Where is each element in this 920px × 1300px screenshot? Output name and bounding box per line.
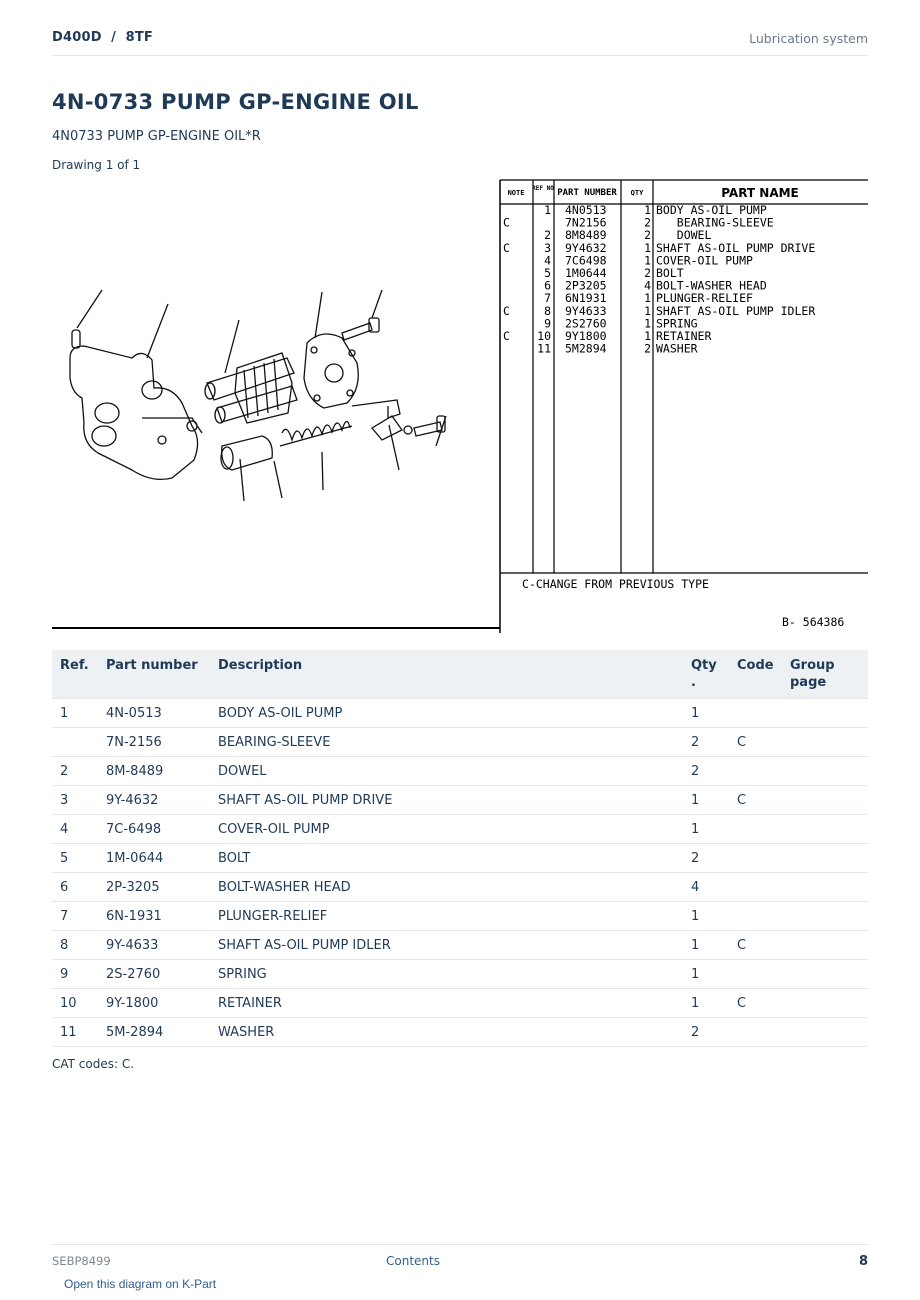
col-qty-label: Qty: [691, 658, 717, 673]
table-row: [52, 728, 868, 757]
qty-cell: 1: [691, 960, 737, 989]
code-cell: [737, 1018, 790, 1047]
description-cell: RETAINER: [218, 989, 691, 1018]
legend-part-name: PLUNGER-RELIEF: [656, 291, 753, 306]
ref-cell: 9: [52, 960, 106, 989]
qty-cell: 1: [691, 786, 737, 815]
ref-cell: 4: [52, 815, 106, 844]
description-cell: BODY AS-OIL PUMP: [218, 699, 691, 728]
legend-part-number: 1M0644: [565, 266, 607, 280]
section-name: Lubrication system: [749, 31, 868, 46]
part-number-cell: 7C-6498: [106, 815, 218, 844]
legend-qty: 4: [644, 278, 651, 293]
code-cell: C: [737, 931, 790, 960]
ref-cell: 8: [52, 931, 106, 960]
group-page-cell: [790, 757, 868, 786]
description-cell: PLUNGER-RELIEF: [218, 902, 691, 931]
description-cell: SHAFT AS-OIL PUMP IDLER: [218, 931, 691, 960]
legend-ref: 6: [544, 278, 551, 293]
ref-cell: 2: [52, 757, 106, 786]
page-number: 8: [858, 1254, 868, 1269]
model-breadcrumb: D400D / 8TF: [52, 30, 153, 45]
legend-note: C: [503, 329, 510, 343]
code-cell: [737, 960, 790, 989]
table-row: [52, 989, 868, 1018]
page-header: [52, 28, 868, 56]
table-row: [52, 1018, 868, 1047]
ref-cell: 10: [52, 989, 106, 1018]
legend-drawing-number: B- 564386: [782, 615, 845, 629]
qty-cell: 2: [691, 844, 737, 873]
table-row: [52, 960, 868, 989]
table-row: [52, 786, 868, 815]
table-row: [52, 757, 868, 786]
group-page-cell: [790, 873, 868, 902]
legend-part-name: SPRING: [656, 316, 698, 331]
legend-part-name: RETAINER: [656, 329, 712, 343]
group-page-cell: [790, 931, 868, 960]
legend-qty: 1: [644, 203, 651, 217]
legend-part-number: 6N1931: [565, 291, 607, 306]
legend-qty: 1: [644, 240, 651, 255]
legend-part-name: BOLT-WASHER HEAD: [656, 278, 767, 293]
part-number-cell: 4N-0513: [106, 699, 218, 728]
part-number-cell: 2S-2760: [106, 960, 218, 989]
legend-ref: 2: [544, 228, 551, 243]
legend-qty: 1: [644, 291, 651, 306]
ref-cell: 7: [52, 902, 106, 931]
legend-part-name: COVER-OIL PUMP: [656, 253, 753, 268]
group-page-cell: [790, 815, 868, 844]
legend-header-ref: REF NO: [532, 185, 554, 192]
legend-part-name: WASHER: [656, 341, 698, 356]
table-row: [52, 902, 868, 931]
page-footer: [52, 1244, 868, 1274]
qty-cell: 1: [691, 815, 737, 844]
description-cell: BOLT: [218, 844, 691, 873]
qty-cell: 2: [691, 728, 737, 757]
code-cell: [737, 699, 790, 728]
description-cell: BOLT-WASHER HEAD: [218, 873, 691, 902]
col-qty-dot: .: [691, 675, 696, 690]
table-row: [52, 844, 868, 873]
legend-part-number: 9Y4633: [565, 303, 607, 318]
part-number-cell: 7N-2156: [106, 728, 218, 757]
code-cell: C: [737, 728, 790, 757]
legend-part-name: SHAFT AS-OIL PUMP IDLER: [656, 303, 816, 318]
group-page-cell: [790, 844, 868, 873]
description-cell: SHAFT AS-OIL PUMP DRIVE: [218, 786, 691, 815]
table-row: [52, 699, 868, 728]
legend-header-part: PART NUMBER: [557, 188, 617, 198]
legend-ref: 5: [544, 266, 551, 280]
legend-qty: 1: [644, 303, 651, 318]
description-cell: COVER-OIL PUMP: [218, 815, 691, 844]
code-cell: [737, 902, 790, 931]
ref-cell: 3: [52, 786, 106, 815]
legend-note: C: [503, 240, 510, 255]
legend-qty: 2: [644, 228, 651, 243]
part-number-cell: 9Y-1800: [106, 989, 218, 1018]
code-cell: [737, 757, 790, 786]
page-title: 4N-0733 PUMP GP-ENGINE OIL: [52, 90, 419, 114]
legend-part-number: 7N2156: [565, 215, 607, 230]
part-number-cell: 8M-8489: [106, 757, 218, 786]
col-part-number: Part number: [106, 650, 218, 699]
legend-part-number: 5M2894: [565, 341, 607, 356]
legend-part-name: BODY AS-OIL PUMP: [656, 203, 767, 217]
drawing-legend: [500, 180, 868, 633]
legend-ref: 1: [544, 203, 551, 217]
legend-part-number: 8M8489: [565, 228, 607, 243]
group-page-cell: [790, 989, 868, 1018]
legend-qty: 1: [644, 316, 651, 331]
legend-part-number: 2S2760: [565, 316, 607, 331]
legend-header-name: PART NAME: [721, 186, 799, 200]
table-row: [52, 873, 868, 902]
part-number-cell: 1M-0644: [106, 844, 218, 873]
ref-cell: [52, 728, 106, 757]
description-cell: BEARING-SLEEVE: [218, 728, 691, 757]
legend-part-number: 2P3205: [565, 278, 607, 293]
part-number-cell: 6N-1931: [106, 902, 218, 931]
document-number: SEBP8499: [52, 1254, 111, 1268]
legend-ref: 10: [537, 329, 551, 343]
qty-cell: 1: [691, 902, 737, 931]
part-number-cell: 5M-2894: [106, 1018, 218, 1047]
qty-cell: 2: [691, 757, 737, 786]
legend-qty: 2: [644, 266, 651, 280]
legend-header-note: NOTE: [507, 189, 525, 197]
qty-cell: 1: [691, 699, 737, 728]
col-ref: Ref.: [52, 650, 106, 699]
group-page-cell: [790, 699, 868, 728]
legend-ref: 3: [544, 240, 551, 255]
legend-part-name: SHAFT AS-OIL PUMP DRIVE: [656, 240, 816, 255]
legend-ref: 9: [544, 316, 551, 331]
drawing-label: Drawing 1 of 1: [52, 158, 141, 172]
code-cell: C: [737, 989, 790, 1018]
group-page-cell: [790, 786, 868, 815]
legend-qty: 2: [644, 341, 651, 356]
qty-cell: 1: [691, 931, 737, 960]
cat-codes-note: CAT codes: C.: [52, 1057, 135, 1071]
col-page-label: page: [790, 675, 827, 690]
legend-part-number: 9Y1800: [565, 329, 607, 343]
part-number-cell: 9Y-4632: [106, 786, 218, 815]
ref-cell: 11: [52, 1018, 106, 1047]
legend-part-name: BEARING-SLEEVE: [656, 215, 774, 230]
legend-header-qty: QTY: [630, 189, 644, 197]
parts-drawing: [52, 178, 868, 633]
exploded-view-illustration: [70, 290, 446, 501]
description-cell: WASHER: [218, 1018, 691, 1047]
legend-note: C: [503, 215, 510, 230]
legend-part-number: 9Y4632: [565, 240, 607, 255]
open-kpart-link[interactable]: Open this diagram on K-Part: [64, 1277, 217, 1291]
legend-ref: 4: [544, 253, 551, 268]
parts-table: [52, 650, 868, 1047]
legend-note: C: [503, 303, 510, 318]
legend-part-name: DOWEL: [656, 228, 712, 243]
legend-change-note: C-CHANGE FROM PREVIOUS TYPE: [522, 577, 709, 591]
table-header-row: [52, 650, 868, 699]
page-subtitle: 4N0733 PUMP GP-ENGINE OIL*R: [52, 129, 261, 144]
code-cell: [737, 873, 790, 902]
part-number-cell: 2P-3205: [106, 873, 218, 902]
qty-cell: 1: [691, 989, 737, 1018]
col-description: Description: [218, 650, 691, 699]
col-qty: [691, 650, 737, 699]
group-page-cell: [790, 728, 868, 757]
qty-cell: 2: [691, 1018, 737, 1047]
legend-part-number: 4N0513: [565, 203, 607, 217]
col-group-label: Group: [790, 658, 835, 673]
description-cell: DOWEL: [218, 757, 691, 786]
legend-qty: 1: [644, 329, 651, 343]
ref-cell: 5: [52, 844, 106, 873]
qty-cell: 4: [691, 873, 737, 902]
legend-part-number: 7C6498: [565, 253, 607, 268]
legend-ref: 7: [544, 291, 551, 306]
legend-part-name: BOLT: [656, 266, 684, 280]
ref-cell: 1: [52, 699, 106, 728]
code-cell: [737, 815, 790, 844]
legend-ref: 8: [544, 303, 551, 318]
description-cell: SPRING: [218, 960, 691, 989]
group-page-cell: [790, 960, 868, 989]
legend-qty: 1: [644, 253, 651, 268]
ref-cell: 6: [52, 873, 106, 902]
contents-link[interactable]: Contents: [386, 1254, 440, 1268]
col-code: Code: [737, 650, 790, 699]
code-cell: C: [737, 786, 790, 815]
col-group-page: [790, 650, 868, 699]
legend-ref: 11: [537, 341, 551, 356]
group-page-cell: [790, 902, 868, 931]
table-row: [52, 815, 868, 844]
legend-qty: 2: [644, 215, 651, 230]
table-row: [52, 931, 868, 960]
group-page-cell: [790, 1018, 868, 1047]
code-cell: [737, 844, 790, 873]
parts-drawing-svg: [52, 178, 868, 633]
part-number-cell: 9Y-4633: [106, 931, 218, 960]
